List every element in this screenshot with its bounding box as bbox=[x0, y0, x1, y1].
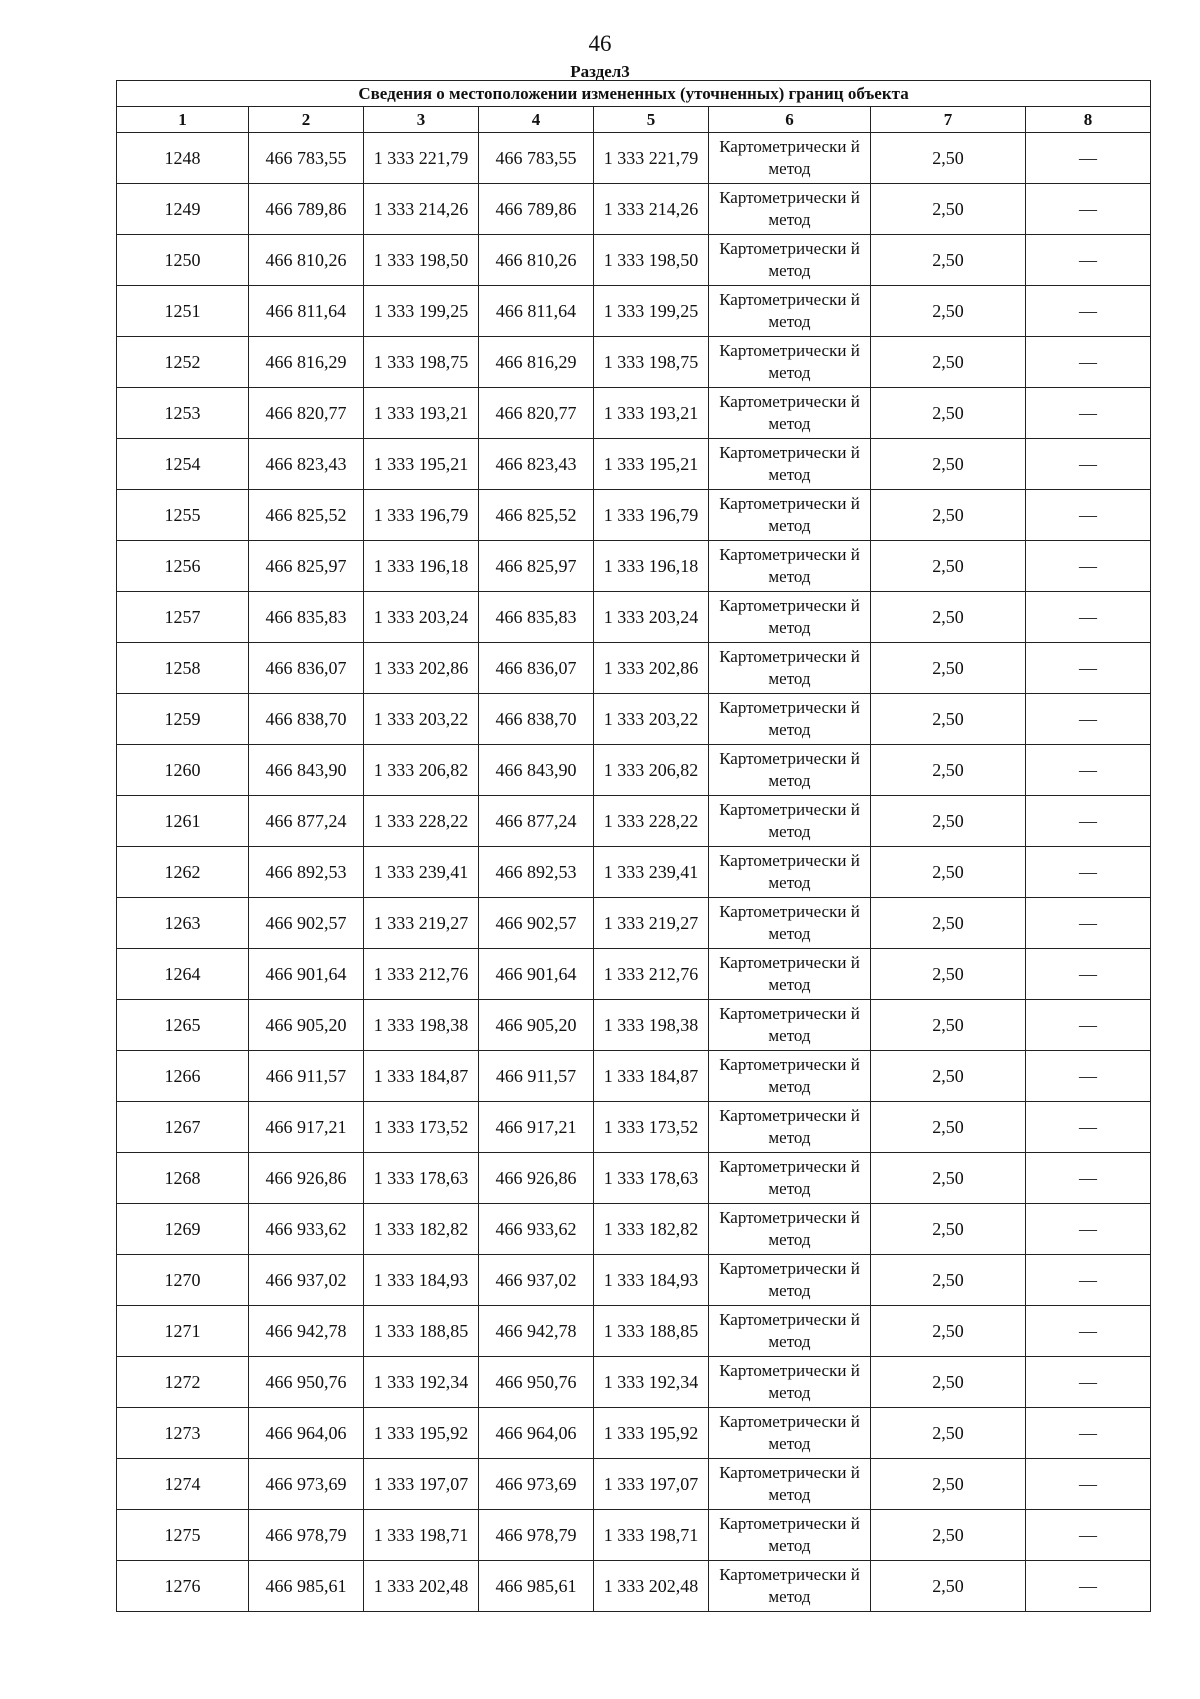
table-caption-row bbox=[117, 81, 1151, 107]
table-cell-col-2: 466 964,06 bbox=[249, 1408, 364, 1459]
table-row bbox=[117, 949, 1151, 1000]
table-row bbox=[117, 1051, 1151, 1102]
table-cell-col-1: 1256 bbox=[117, 541, 249, 592]
table-cell-col-5: 1 333 206,82 bbox=[594, 745, 709, 796]
table-cell-col-5: 1 333 203,22 bbox=[594, 694, 709, 745]
table-row bbox=[117, 1306, 1151, 1357]
table-cell-col-3: 1 333 219,27 bbox=[364, 898, 479, 949]
table-cell-col-1: 1258 bbox=[117, 643, 249, 694]
table-cell-col-8: — bbox=[1026, 286, 1151, 337]
table-cell-col-7: 2,50 bbox=[871, 184, 1026, 235]
column-number-3: 3 bbox=[364, 107, 479, 133]
table-cell-col-3: 1 333 196,79 bbox=[364, 490, 479, 541]
table-cell-col-8: — bbox=[1026, 1561, 1151, 1612]
table-cell-col-8: — bbox=[1026, 1459, 1151, 1510]
table-cell-col-8: — bbox=[1026, 490, 1151, 541]
table-cell-col-7: 2,50 bbox=[871, 439, 1026, 490]
table-row bbox=[117, 133, 1151, 184]
table-cell-col-4: 466 810,26 bbox=[479, 235, 594, 286]
table-cell-col-2: 466 905,20 bbox=[249, 1000, 364, 1051]
table-cell-col-2: 466 877,24 bbox=[249, 796, 364, 847]
column-number-4: 4 bbox=[479, 107, 594, 133]
table-cell-col-3: 1 333 193,21 bbox=[364, 388, 479, 439]
table-cell-col-1: 1249 bbox=[117, 184, 249, 235]
table-row bbox=[117, 388, 1151, 439]
table-cell-col-5: 1 333 203,24 bbox=[594, 592, 709, 643]
table-cell-col-5: 1 333 199,25 bbox=[594, 286, 709, 337]
column-number-row bbox=[117, 107, 1151, 133]
table-cell-col-4: 466 933,62 bbox=[479, 1204, 594, 1255]
table-cell-col-4: 466 838,70 bbox=[479, 694, 594, 745]
table-cell-col-4: 466 905,20 bbox=[479, 1000, 594, 1051]
table-cell-col-6: Картометрически й метод bbox=[709, 796, 871, 847]
table-row bbox=[117, 490, 1151, 541]
table-cell-col-2: 466 902,57 bbox=[249, 898, 364, 949]
table-cell-col-7: 2,50 bbox=[871, 1561, 1026, 1612]
table-cell-col-5: 1 333 202,48 bbox=[594, 1561, 709, 1612]
table-cell-col-5: 1 333 228,22 bbox=[594, 796, 709, 847]
table-cell-col-3: 1 333 239,41 bbox=[364, 847, 479, 898]
table-cell-col-7: 2,50 bbox=[871, 1000, 1026, 1051]
table-cell-col-4: 466 901,64 bbox=[479, 949, 594, 1000]
table-cell-col-7: 2,50 bbox=[871, 643, 1026, 694]
table-cell-col-7: 2,50 bbox=[871, 541, 1026, 592]
table-cell-col-2: 466 825,97 bbox=[249, 541, 364, 592]
table-cell-col-3: 1 333 203,22 bbox=[364, 694, 479, 745]
table-cell-col-3: 1 333 202,48 bbox=[364, 1561, 479, 1612]
table-cell-col-5: 1 333 202,86 bbox=[594, 643, 709, 694]
table-cell-col-6: Картометрически й метод bbox=[709, 1510, 871, 1561]
column-number-2: 2 bbox=[249, 107, 364, 133]
table-cell-col-6: Картометрически й метод bbox=[709, 898, 871, 949]
table-cell-col-2: 466 816,29 bbox=[249, 337, 364, 388]
table-cell-col-6: Картометрически й метод bbox=[709, 694, 871, 745]
table-cell-col-1: 1272 bbox=[117, 1357, 249, 1408]
table-cell-col-3: 1 333 198,38 bbox=[364, 1000, 479, 1051]
table-cell-col-5: 1 333 184,87 bbox=[594, 1051, 709, 1102]
table-cell-col-3: 1 333 214,26 bbox=[364, 184, 479, 235]
table-cell-col-8: — bbox=[1026, 1153, 1151, 1204]
table-cell-col-1: 1271 bbox=[117, 1306, 249, 1357]
table-cell-col-1: 1276 bbox=[117, 1561, 249, 1612]
table-cell-col-8: — bbox=[1026, 643, 1151, 694]
table-cell-col-1: 1253 bbox=[117, 388, 249, 439]
table-cell-col-2: 466 810,26 bbox=[249, 235, 364, 286]
table-cell-col-2: 466 892,53 bbox=[249, 847, 364, 898]
table-cell-col-5: 1 333 198,38 bbox=[594, 1000, 709, 1051]
table-cell-col-6: Картометрически й метод bbox=[709, 592, 871, 643]
table-cell-col-6: Картометрически й метод bbox=[709, 1000, 871, 1051]
table-cell-col-4: 466 985,61 bbox=[479, 1561, 594, 1612]
table-cell-col-8: — bbox=[1026, 439, 1151, 490]
table-cell-col-6: Картометрически й метод bbox=[709, 1357, 871, 1408]
table-cell-col-1: 1274 bbox=[117, 1459, 249, 1510]
table-cell-col-3: 1 333 206,82 bbox=[364, 745, 479, 796]
table-row bbox=[117, 286, 1151, 337]
table-cell-col-1: 1259 bbox=[117, 694, 249, 745]
table-cell-col-6: Картометрически й метод bbox=[709, 1204, 871, 1255]
table-cell-col-8: — bbox=[1026, 1102, 1151, 1153]
table-cell-col-1: 1255 bbox=[117, 490, 249, 541]
table-cell-col-4: 466 783,55 bbox=[479, 133, 594, 184]
table-row bbox=[117, 1561, 1151, 1612]
table-cell-col-1: 1254 bbox=[117, 439, 249, 490]
table-cell-col-5: 1 333 188,85 bbox=[594, 1306, 709, 1357]
table-cell-col-4: 466 825,97 bbox=[479, 541, 594, 592]
table-row bbox=[117, 898, 1151, 949]
table-cell-col-2: 466 901,64 bbox=[249, 949, 364, 1000]
table-cell-col-7: 2,50 bbox=[871, 1255, 1026, 1306]
table-cell-col-5: 1 333 182,82 bbox=[594, 1204, 709, 1255]
table-cell-col-4: 466 892,53 bbox=[479, 847, 594, 898]
table-cell-col-2: 466 973,69 bbox=[249, 1459, 364, 1510]
table-cell-col-1: 1257 bbox=[117, 592, 249, 643]
table-cell-col-6: Картометрически й метод bbox=[709, 439, 871, 490]
table-cell-col-5: 1 333 214,26 bbox=[594, 184, 709, 235]
table-cell-col-4: 466 917,21 bbox=[479, 1102, 594, 1153]
table-cell-col-7: 2,50 bbox=[871, 847, 1026, 898]
table-cell-col-2: 466 978,79 bbox=[249, 1510, 364, 1561]
table-row bbox=[117, 337, 1151, 388]
table-cell-col-6: Картометрически й метод bbox=[709, 1561, 871, 1612]
table-cell-col-7: 2,50 bbox=[871, 388, 1026, 439]
table-row bbox=[117, 796, 1151, 847]
table-cell-col-5: 1 333 198,50 bbox=[594, 235, 709, 286]
table-cell-col-5: 1 333 178,63 bbox=[594, 1153, 709, 1204]
table-cell-col-4: 466 843,90 bbox=[479, 745, 594, 796]
table-cell-col-6: Картометрически й метод bbox=[709, 1102, 871, 1153]
table-cell-col-3: 1 333 198,75 bbox=[364, 337, 479, 388]
page-number: 46 bbox=[588, 31, 612, 56]
table-cell-col-6: Картометрически й метод bbox=[709, 847, 871, 898]
table-cell-col-6: Картометрически й метод bbox=[709, 1051, 871, 1102]
table-cell-col-2: 466 820,77 bbox=[249, 388, 364, 439]
table-cell-col-7: 2,50 bbox=[871, 1204, 1026, 1255]
table-cell-col-4: 466 811,64 bbox=[479, 286, 594, 337]
table-cell-col-3: 1 333 198,50 bbox=[364, 235, 479, 286]
table-cell-col-7: 2,50 bbox=[871, 1459, 1026, 1510]
column-number-1: 1 bbox=[117, 107, 249, 133]
table-cell-col-3: 1 333 228,22 bbox=[364, 796, 479, 847]
table-cell-col-3: 1 333 173,52 bbox=[364, 1102, 479, 1153]
table-row bbox=[117, 1000, 1151, 1051]
table-row bbox=[117, 1510, 1151, 1561]
table-caption: Сведения о местоположении измененных (уточненных) границ объекта bbox=[117, 81, 1151, 107]
table-cell-col-2: 466 836,07 bbox=[249, 643, 364, 694]
table-cell-col-8: — bbox=[1026, 847, 1151, 898]
table-cell-col-1: 1273 bbox=[117, 1408, 249, 1459]
table-body bbox=[117, 133, 1151, 1612]
table-cell-col-8: — bbox=[1026, 541, 1151, 592]
table-cell-col-7: 2,50 bbox=[871, 1051, 1026, 1102]
table-row bbox=[117, 643, 1151, 694]
table-cell-col-8: — bbox=[1026, 1357, 1151, 1408]
table-cell-col-1: 1265 bbox=[117, 1000, 249, 1051]
table-cell-col-1: 1267 bbox=[117, 1102, 249, 1153]
table-cell-col-2: 466 942,78 bbox=[249, 1306, 364, 1357]
table-cell-col-2: 466 825,52 bbox=[249, 490, 364, 541]
table-cell-col-4: 466 789,86 bbox=[479, 184, 594, 235]
table-row bbox=[117, 1204, 1151, 1255]
table-cell-col-7: 2,50 bbox=[871, 133, 1026, 184]
table-cell-col-7: 2,50 bbox=[871, 1357, 1026, 1408]
table-row bbox=[117, 1357, 1151, 1408]
table-cell-col-5: 1 333 196,79 bbox=[594, 490, 709, 541]
table-cell-col-6: Картометрически й метод bbox=[709, 643, 871, 694]
table-cell-col-8: — bbox=[1026, 1510, 1151, 1561]
table-cell-col-5: 1 333 212,76 bbox=[594, 949, 709, 1000]
table-cell-col-8: — bbox=[1026, 1204, 1151, 1255]
column-number-6: 6 bbox=[709, 107, 871, 133]
table-cell-col-7: 2,50 bbox=[871, 286, 1026, 337]
table-row bbox=[117, 1408, 1151, 1459]
table-cell-col-4: 466 950,76 bbox=[479, 1357, 594, 1408]
table-cell-col-5: 1 333 184,93 bbox=[594, 1255, 709, 1306]
table-cell-col-8: — bbox=[1026, 1306, 1151, 1357]
table-row bbox=[117, 1102, 1151, 1153]
table-cell-col-8: — bbox=[1026, 592, 1151, 643]
table-cell-col-7: 2,50 bbox=[871, 745, 1026, 796]
table-cell-col-2: 466 985,61 bbox=[249, 1561, 364, 1612]
table-cell-col-3: 1 333 196,18 bbox=[364, 541, 479, 592]
table-cell-col-1: 1261 bbox=[117, 796, 249, 847]
table-cell-col-7: 2,50 bbox=[871, 1306, 1026, 1357]
table-cell-col-3: 1 333 195,21 bbox=[364, 439, 479, 490]
table-cell-col-2: 466 835,83 bbox=[249, 592, 364, 643]
table-cell-col-3: 1 333 182,82 bbox=[364, 1204, 479, 1255]
table-cell-col-2: 466 950,76 bbox=[249, 1357, 364, 1408]
table-cell-col-4: 466 911,57 bbox=[479, 1051, 594, 1102]
table-cell-col-8: — bbox=[1026, 745, 1151, 796]
table-cell-col-6: Картометрически й метод bbox=[709, 133, 871, 184]
table-cell-col-5: 1 333 198,75 bbox=[594, 337, 709, 388]
table-cell-col-6: Картометрически й метод bbox=[709, 949, 871, 1000]
table-cell-col-8: — bbox=[1026, 388, 1151, 439]
table-cell-col-5: 1 333 195,21 bbox=[594, 439, 709, 490]
table-cell-col-7: 2,50 bbox=[871, 235, 1026, 286]
table-cell-col-2: 466 926,86 bbox=[249, 1153, 364, 1204]
table-cell-col-1: 1260 bbox=[117, 745, 249, 796]
table-cell-col-2: 466 823,43 bbox=[249, 439, 364, 490]
table-cell-col-1: 1264 bbox=[117, 949, 249, 1000]
table-cell-col-7: 2,50 bbox=[871, 796, 1026, 847]
table-cell-col-1: 1275 bbox=[117, 1510, 249, 1561]
table-cell-col-6: Картометрически й метод bbox=[709, 1153, 871, 1204]
table-cell-col-1: 1252 bbox=[117, 337, 249, 388]
table-row bbox=[117, 592, 1151, 643]
table-cell-col-3: 1 333 184,87 bbox=[364, 1051, 479, 1102]
table-cell-col-8: — bbox=[1026, 184, 1151, 235]
table-cell-col-5: 1 333 196,18 bbox=[594, 541, 709, 592]
table-cell-col-4: 466 820,77 bbox=[479, 388, 594, 439]
table-cell-col-4: 466 926,86 bbox=[479, 1153, 594, 1204]
table-cell-col-8: — bbox=[1026, 949, 1151, 1000]
table-cell-col-8: — bbox=[1026, 1255, 1151, 1306]
table-cell-col-1: 1263 bbox=[117, 898, 249, 949]
table-cell-col-8: — bbox=[1026, 337, 1151, 388]
table-cell-col-6: Картометрически й метод bbox=[709, 1306, 871, 1357]
table-cell-col-7: 2,50 bbox=[871, 949, 1026, 1000]
table-cell-col-7: 2,50 bbox=[871, 1102, 1026, 1153]
table-cell-col-5: 1 333 193,21 bbox=[594, 388, 709, 439]
table-row bbox=[117, 847, 1151, 898]
table-cell-col-2: 466 937,02 bbox=[249, 1255, 364, 1306]
column-number-7: 7 bbox=[871, 107, 1026, 133]
table-cell-col-2: 466 911,57 bbox=[249, 1051, 364, 1102]
table-cell-col-6: Картометрически й метод bbox=[709, 184, 871, 235]
table-cell-col-1: 1266 bbox=[117, 1051, 249, 1102]
table-cell-col-4: 466 964,06 bbox=[479, 1408, 594, 1459]
table-cell-col-4: 466 973,69 bbox=[479, 1459, 594, 1510]
table-row bbox=[117, 1459, 1151, 1510]
table-cell-col-2: 466 838,70 bbox=[249, 694, 364, 745]
table-cell-col-8: — bbox=[1026, 1408, 1151, 1459]
table-cell-col-2: 466 843,90 bbox=[249, 745, 364, 796]
table-cell-col-6: Картометрически й метод bbox=[709, 1459, 871, 1510]
table-row bbox=[117, 745, 1151, 796]
table-cell-col-7: 2,50 bbox=[871, 592, 1026, 643]
table-cell-col-4: 466 877,24 bbox=[479, 796, 594, 847]
table-cell-col-3: 1 333 188,85 bbox=[364, 1306, 479, 1357]
table-cell-col-1: 1251 bbox=[117, 286, 249, 337]
table-cell-col-3: 1 333 202,86 bbox=[364, 643, 479, 694]
table-cell-col-4: 466 942,78 bbox=[479, 1306, 594, 1357]
table-row bbox=[117, 694, 1151, 745]
table-cell-col-5: 1 333 239,41 bbox=[594, 847, 709, 898]
table-row bbox=[117, 1255, 1151, 1306]
table-row bbox=[117, 184, 1151, 235]
table-cell-col-3: 1 333 212,76 bbox=[364, 949, 479, 1000]
table-cell-col-8: — bbox=[1026, 1051, 1151, 1102]
table-row bbox=[117, 439, 1151, 490]
table-cell-col-8: — bbox=[1026, 133, 1151, 184]
table-cell-col-1: 1269 bbox=[117, 1204, 249, 1255]
table-cell-col-6: Картометрически й метод bbox=[709, 1255, 871, 1306]
table-cell-col-1: 1270 bbox=[117, 1255, 249, 1306]
table-cell-col-4: 466 836,07 bbox=[479, 643, 594, 694]
table-cell-col-1: 1268 bbox=[117, 1153, 249, 1204]
table-cell-col-3: 1 333 178,63 bbox=[364, 1153, 479, 1204]
table-cell-col-7: 2,50 bbox=[871, 1153, 1026, 1204]
section-title: Раздел3 bbox=[570, 62, 630, 81]
table-cell-col-8: — bbox=[1026, 235, 1151, 286]
table-cell-col-3: 1 333 195,92 bbox=[364, 1408, 479, 1459]
table-cell-col-1: 1248 bbox=[117, 133, 249, 184]
table-cell-col-7: 2,50 bbox=[871, 694, 1026, 745]
table-cell-col-6: Картометрически й метод bbox=[709, 286, 871, 337]
table-cell-col-5: 1 333 198,71 bbox=[594, 1510, 709, 1561]
table-cell-col-6: Картометрически й метод bbox=[709, 745, 871, 796]
table-cell-col-2: 466 789,86 bbox=[249, 184, 364, 235]
table-row bbox=[117, 1153, 1151, 1204]
table-cell-col-3: 1 333 221,79 bbox=[364, 133, 479, 184]
table-cell-col-5: 1 333 192,34 bbox=[594, 1357, 709, 1408]
table-cell-col-3: 1 333 184,93 bbox=[364, 1255, 479, 1306]
coordinates-table bbox=[116, 80, 1151, 1612]
column-number-5: 5 bbox=[594, 107, 709, 133]
table-cell-col-5: 1 333 197,07 bbox=[594, 1459, 709, 1510]
table-cell-col-5: 1 333 173,52 bbox=[594, 1102, 709, 1153]
table-cell-col-6: Картометрически й метод bbox=[709, 1408, 871, 1459]
table-cell-col-2: 466 933,62 bbox=[249, 1204, 364, 1255]
table-cell-col-7: 2,50 bbox=[871, 1408, 1026, 1459]
table-cell-col-3: 1 333 197,07 bbox=[364, 1459, 479, 1510]
table-cell-col-2: 466 917,21 bbox=[249, 1102, 364, 1153]
table-row bbox=[117, 541, 1151, 592]
table-cell-col-6: Картометрически й метод bbox=[709, 541, 871, 592]
table-cell-col-6: Картометрически й метод bbox=[709, 235, 871, 286]
table-cell-col-8: — bbox=[1026, 1000, 1151, 1051]
table-cell-col-4: 466 978,79 bbox=[479, 1510, 594, 1561]
table-cell-col-8: — bbox=[1026, 796, 1151, 847]
table-cell-col-3: 1 333 199,25 bbox=[364, 286, 479, 337]
table-cell-col-3: 1 333 203,24 bbox=[364, 592, 479, 643]
table-cell-col-7: 2,50 bbox=[871, 898, 1026, 949]
table-cell-col-5: 1 333 195,92 bbox=[594, 1408, 709, 1459]
table-cell-col-2: 466 811,64 bbox=[249, 286, 364, 337]
table-cell-col-2: 466 783,55 bbox=[249, 133, 364, 184]
column-number-8: 8 bbox=[1026, 107, 1151, 133]
table-cell-col-6: Картометрически й метод bbox=[709, 388, 871, 439]
table-cell-col-3: 1 333 198,71 bbox=[364, 1510, 479, 1561]
table-cell-col-4: 466 825,52 bbox=[479, 490, 594, 541]
table-cell-col-4: 466 835,83 bbox=[479, 592, 594, 643]
table-cell-col-7: 2,50 bbox=[871, 1510, 1026, 1561]
table-row bbox=[117, 235, 1151, 286]
table-cell-col-7: 2,50 bbox=[871, 490, 1026, 541]
table-cell-col-4: 466 937,02 bbox=[479, 1255, 594, 1306]
table-cell-col-8: — bbox=[1026, 694, 1151, 745]
table-cell-col-1: 1262 bbox=[117, 847, 249, 898]
table-cell-col-7: 2,50 bbox=[871, 337, 1026, 388]
table-cell-col-6: Картометрически й метод bbox=[709, 337, 871, 388]
table-cell-col-1: 1250 bbox=[117, 235, 249, 286]
table-cell-col-6: Картометрически й метод bbox=[709, 490, 871, 541]
table-cell-col-3: 1 333 192,34 bbox=[364, 1357, 479, 1408]
table-cell-col-8: — bbox=[1026, 898, 1151, 949]
table-cell-col-4: 466 823,43 bbox=[479, 439, 594, 490]
table-cell-col-5: 1 333 219,27 bbox=[594, 898, 709, 949]
table-cell-col-4: 466 816,29 bbox=[479, 337, 594, 388]
table-cell-col-4: 466 902,57 bbox=[479, 898, 594, 949]
table-cell-col-5: 1 333 221,79 bbox=[594, 133, 709, 184]
